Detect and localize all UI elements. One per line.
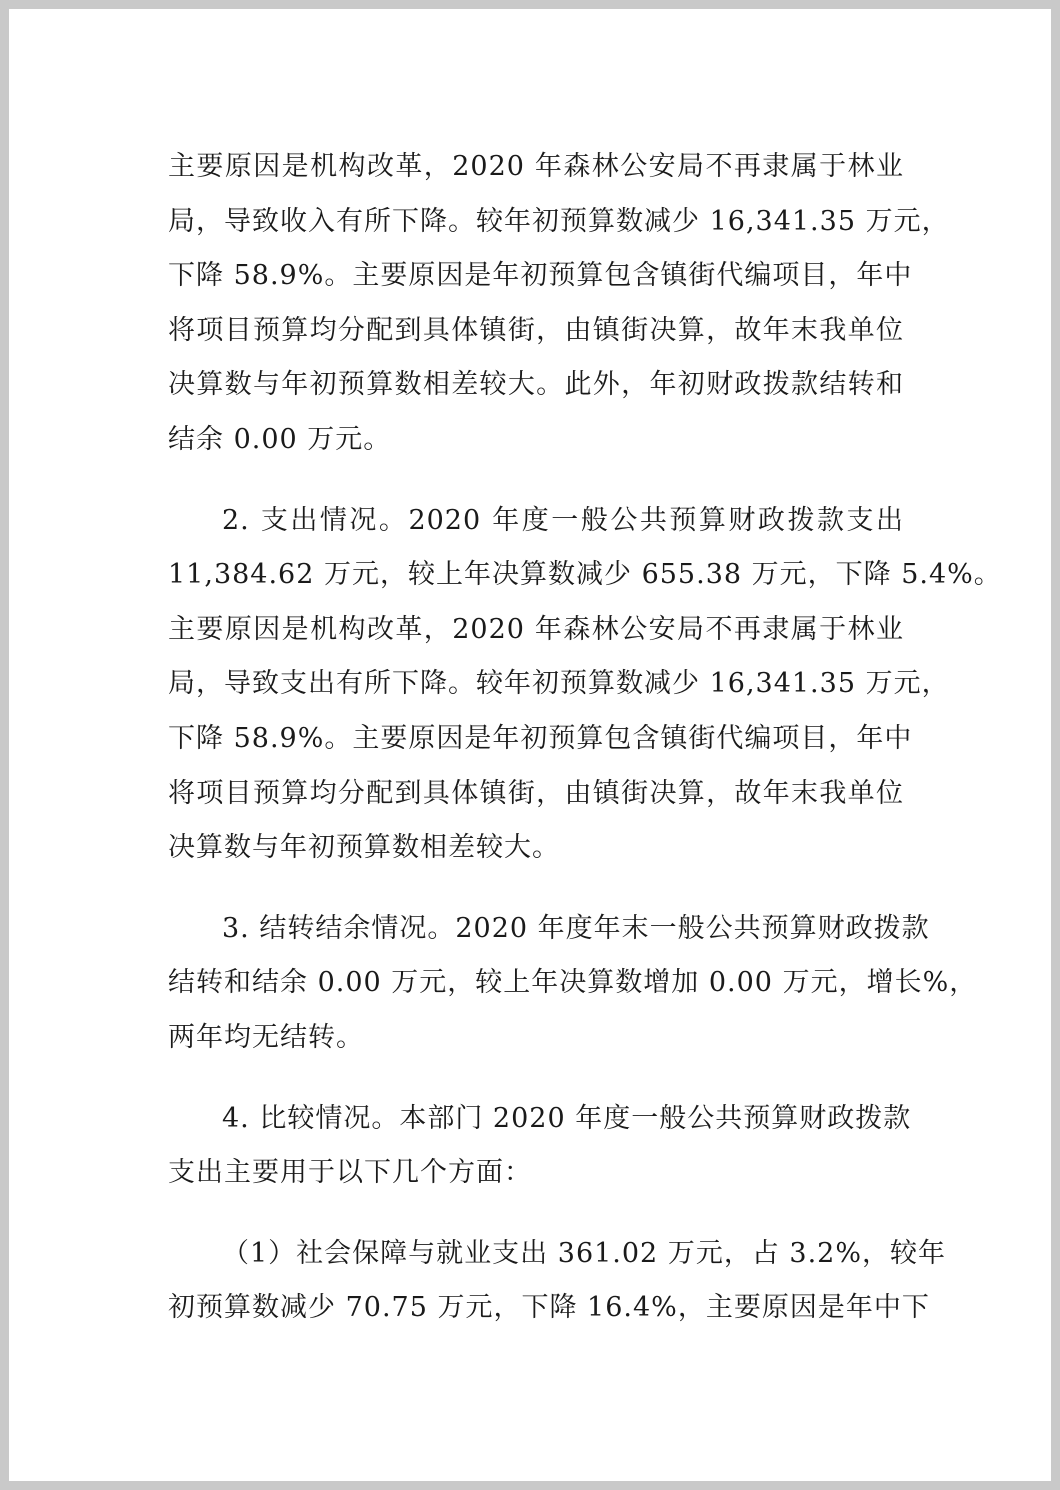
- text-line: 下降 58.9%。主要原因是年初预算包含镇街代编项目，年中: [168, 722, 913, 754]
- paragraph-expenditure: [168, 494, 1002, 876]
- paragraph-comparison: [168, 1092, 912, 1201]
- document-page: [9, 9, 1051, 1481]
- paragraph-social-security: [168, 1227, 946, 1336]
- text-line: 决算数与年初预算数相差较大。此外，年初财政拨款结转和: [168, 369, 904, 401]
- text-line: 下降 58.9%。主要原因是年初预算包含镇街代编项目，年中: [168, 260, 913, 292]
- text-line: 11,384.62 万元，较上年决算数减少 655.38 万元，下降 5.4%。: [168, 559, 1002, 591]
- text-line: 结转和结余 0.00 万元，较上年决算数增加 0.00 万元，增长%，: [168, 967, 978, 999]
- text-line: （1）社会保障与就业支出 361.02 万元，占 3.2%，较年: [222, 1237, 946, 1269]
- text-line: 4. 比较情况。本部门 2020 年度一般公共预算财政拨款: [222, 1102, 912, 1134]
- document-body: [168, 140, 1002, 1336]
- text-line: 3. 结转结余情况。2020 年度年末一般公共预算财政拨款: [222, 912, 930, 944]
- text-line: 初预算数减少 70.75 万元，下降 16.4%，主要原因是年中下: [168, 1292, 930, 1324]
- text-line: 支出主要用于以下几个方面：: [168, 1157, 532, 1189]
- text-line: 主要原因是机构改革，2020 年森林公安局不再隶属于林业: [168, 613, 904, 645]
- text-line: 将项目预算均分配到具体镇街，由镇街决算，故年末我单位: [168, 777, 904, 809]
- text-line: 主要原因是机构改革，2020 年森林公安局不再隶属于林业: [168, 151, 904, 182]
- text-line: 将项目预算均分配到具体镇街，由镇街决算，故年末我单位: [168, 314, 904, 346]
- paragraph-carryover: [168, 902, 978, 1066]
- text-line: 两年均无结转。: [168, 1021, 364, 1053]
- text-line: 2. 支出情况。2020 年度一般公共预算财政拨款支出: [222, 504, 904, 536]
- text-line: 局，导致收入有所下降。较年初预算数减少 16,341.35 万元，: [168, 205, 950, 237]
- text-line: 局，导致支出有所下降。较年初预算数减少 16,341.35 万元，: [168, 668, 950, 700]
- paragraph-income-continuation: [168, 140, 950, 468]
- text-line: 结余 0.00 万元。: [168, 423, 392, 455]
- text-line: 决算数与年初预算数相差较大。: [168, 832, 560, 864]
